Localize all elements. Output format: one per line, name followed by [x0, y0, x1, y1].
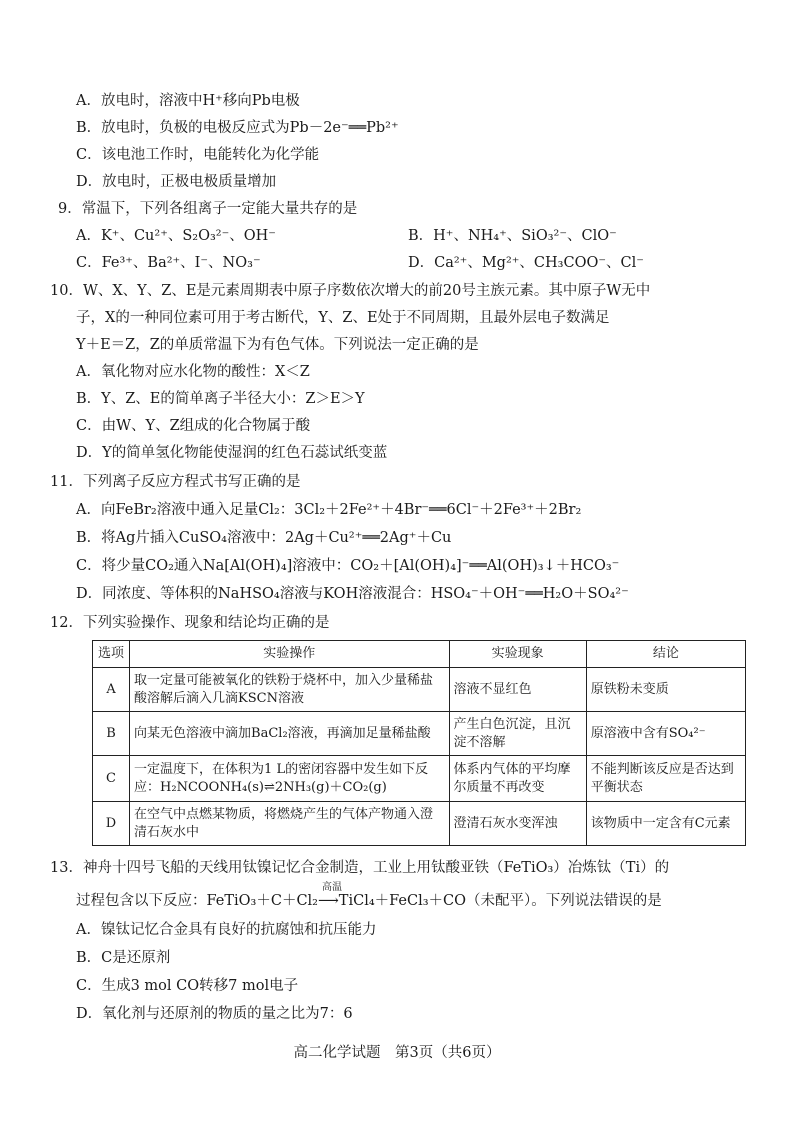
q10-option-c: C．由W、Y、Z组成的化合物属于酸 — [76, 418, 311, 434]
header-option: 选项 — [93, 641, 130, 668]
q13-option-d: D．氧化剂与还原剂的物质的量之比为7：6 — [76, 1006, 353, 1022]
row-conclusion: 不能判断该反应是否达到平衡状态 — [586, 756, 745, 802]
header-operation: 实验操作 — [130, 641, 449, 668]
reaction-condition: 高温 — [322, 882, 342, 893]
row-conclusion: 原铁粉未变质 — [586, 668, 745, 712]
q13-option-b: B．C是还原剂 — [76, 950, 171, 966]
row-conclusion: 该物质中一定含有C元素 — [586, 802, 745, 846]
row-phenomenon: 体系内气体的平均摩尔质量不再改变 — [449, 756, 586, 802]
q9-stem: 9．常温下，下列各组离子一定能大量共存的是 — [58, 201, 358, 217]
header-conclusion: 结论 — [586, 641, 745, 668]
q10-option-d: D．Y的简单氢化物能使湿润的红色石蕊试纸变蓝 — [76, 445, 388, 461]
q8-option-c: C．该电池工作时，电能转化为化学能 — [76, 147, 320, 163]
q13-products: TiCl₄＋FeCl₃＋CO（未配平）。下列说法错误的是 — [338, 893, 662, 909]
q13-reactants: 过程包含以下反应：FeTiO₃＋C＋Cl₂ — [76, 893, 318, 909]
row-phenomenon: 溶液不显红色 — [449, 668, 586, 712]
q13-option-c: C．生成3 mol CO转移7 mol电子 — [76, 978, 299, 994]
row-option: C — [93, 756, 130, 802]
q8-option-b: B．放电时，负极的电极反应式为Pb－2e⁻══Pb²⁺ — [76, 120, 399, 136]
q13-stem-line-2 — [76, 882, 662, 911]
q12-stem: 12．下列实验操作、现象和结论均正确的是 — [50, 615, 330, 631]
row-phenomenon: 澄清石灰水变浑浊 — [449, 802, 586, 846]
q10-option-b: B．Y、Z、E的简单离子半径大小：Z＞E＞Y — [76, 391, 365, 407]
q8-option-a: A．放电时，溶液中H⁺移向Pb电极 — [76, 93, 300, 109]
q13-stem-line-1: 13．神舟十四号飞船的天线用钛镍记忆合金制造，工业上用钛酸亚铁（FeTiO₃）冶炼钛（Ti）的 — [50, 860, 670, 876]
row-option: D — [93, 802, 130, 846]
row-operation: 取一定量可能被氧化的铁粉于烧杯中，加入少量稀盐酸溶解后滴入几滴KSCN溶液 — [130, 668, 449, 712]
reaction-arrow — [318, 882, 342, 911]
q11-stem: 11．下列离子反应方程式书写正确的是 — [50, 474, 301, 490]
row-conclusion: 原溶液中含有SO₄²⁻ — [586, 712, 745, 756]
q11-option-a: A．向FeBr₂溶液中通入足量Cl₂：3Cl₂＋2Fe²⁺＋4Br⁻══6Cl⁻＋2Fe³⁺＋2Br₂ — [76, 502, 582, 518]
table-row — [93, 668, 746, 712]
row-operation: 向某无色溶液中滴加BaCl₂溶液，再滴加足量稀盐酸 — [130, 712, 449, 756]
table-row — [93, 802, 746, 846]
q11-option-d: D．同浓度、等体积的NaHSO₄溶液与KOH溶液混合：HSO₄⁻＋OH⁻══H₂O＋SO₄²⁻ — [76, 586, 629, 602]
q9-option-b: B．H⁺、NH₄⁺、SiO₃²⁻、ClO⁻ — [408, 228, 617, 244]
table-header-row — [93, 641, 746, 668]
page-footer: 高二化学试题 第3页（共6页） — [293, 1045, 501, 1061]
header-phenomenon: 实验现象 — [449, 641, 586, 668]
q10-option-a: A．氧化物对应水化物的酸性：X＜Z — [76, 364, 310, 380]
q9-option-a: A．K⁺、Cu²⁺、S₂O₃²⁻、OH⁻ — [76, 228, 276, 244]
row-phenomenon: 产生白色沉淀，且沉淀不溶解 — [449, 712, 586, 756]
arrow-icon: ⟶ — [318, 893, 339, 909]
q11-option-b: B．将Ag片插入CuSO₄溶液中：2Ag＋Cu²⁺══2Ag⁺＋Cu — [76, 530, 452, 546]
row-operation: 在空气中点燃某物质，将燃烧产生的气体产物通入澄清石灰水中 — [130, 802, 449, 846]
experiment-table — [92, 640, 746, 846]
table-row — [93, 712, 746, 756]
q9-option-c: C．Fe³⁺、Ba²⁺、I⁻、NO₃⁻ — [76, 255, 261, 271]
row-option: A — [93, 668, 130, 712]
q10-stem-line-1: 10．W、X、Y、Z、E是元素周期表中原子序数依次增大的前20号主族元素。其中原子W无中 — [50, 283, 651, 299]
row-option: B — [93, 712, 130, 756]
table-row — [93, 756, 746, 802]
q8-option-d: D．放电时，正极电极质量增加 — [76, 174, 277, 190]
q9-option-d: D．Ca²⁺、Mg²⁺、CH₃COO⁻、Cl⁻ — [408, 255, 644, 271]
q10-stem-line-2: 子，X的一种同位素可用于考古断代，Y、Z、E处于不同周期，且最外层电子数满足 — [76, 310, 610, 326]
q11-option-c: C．将少量CO₂通入Na[Al(OH)₄]溶液中：CO₂＋[Al(OH)₄]⁻══Al(OH)₃↓＋HCO₃⁻ — [76, 558, 620, 574]
q10-stem-line-3: Y＋E＝Z，Z的单质常温下为有色气体。下列说法一定正确的是 — [76, 337, 479, 353]
q13-option-a: A．镍钛记忆合金具有良好的抗腐蚀和抗压能力 — [76, 922, 377, 938]
row-operation: 一定温度下，在体积为1 L的密闭容器中发生如下反应：H₂NCOONH₄(s)⇌2NH₃(g)＋CO₂(g) — [130, 756, 449, 802]
